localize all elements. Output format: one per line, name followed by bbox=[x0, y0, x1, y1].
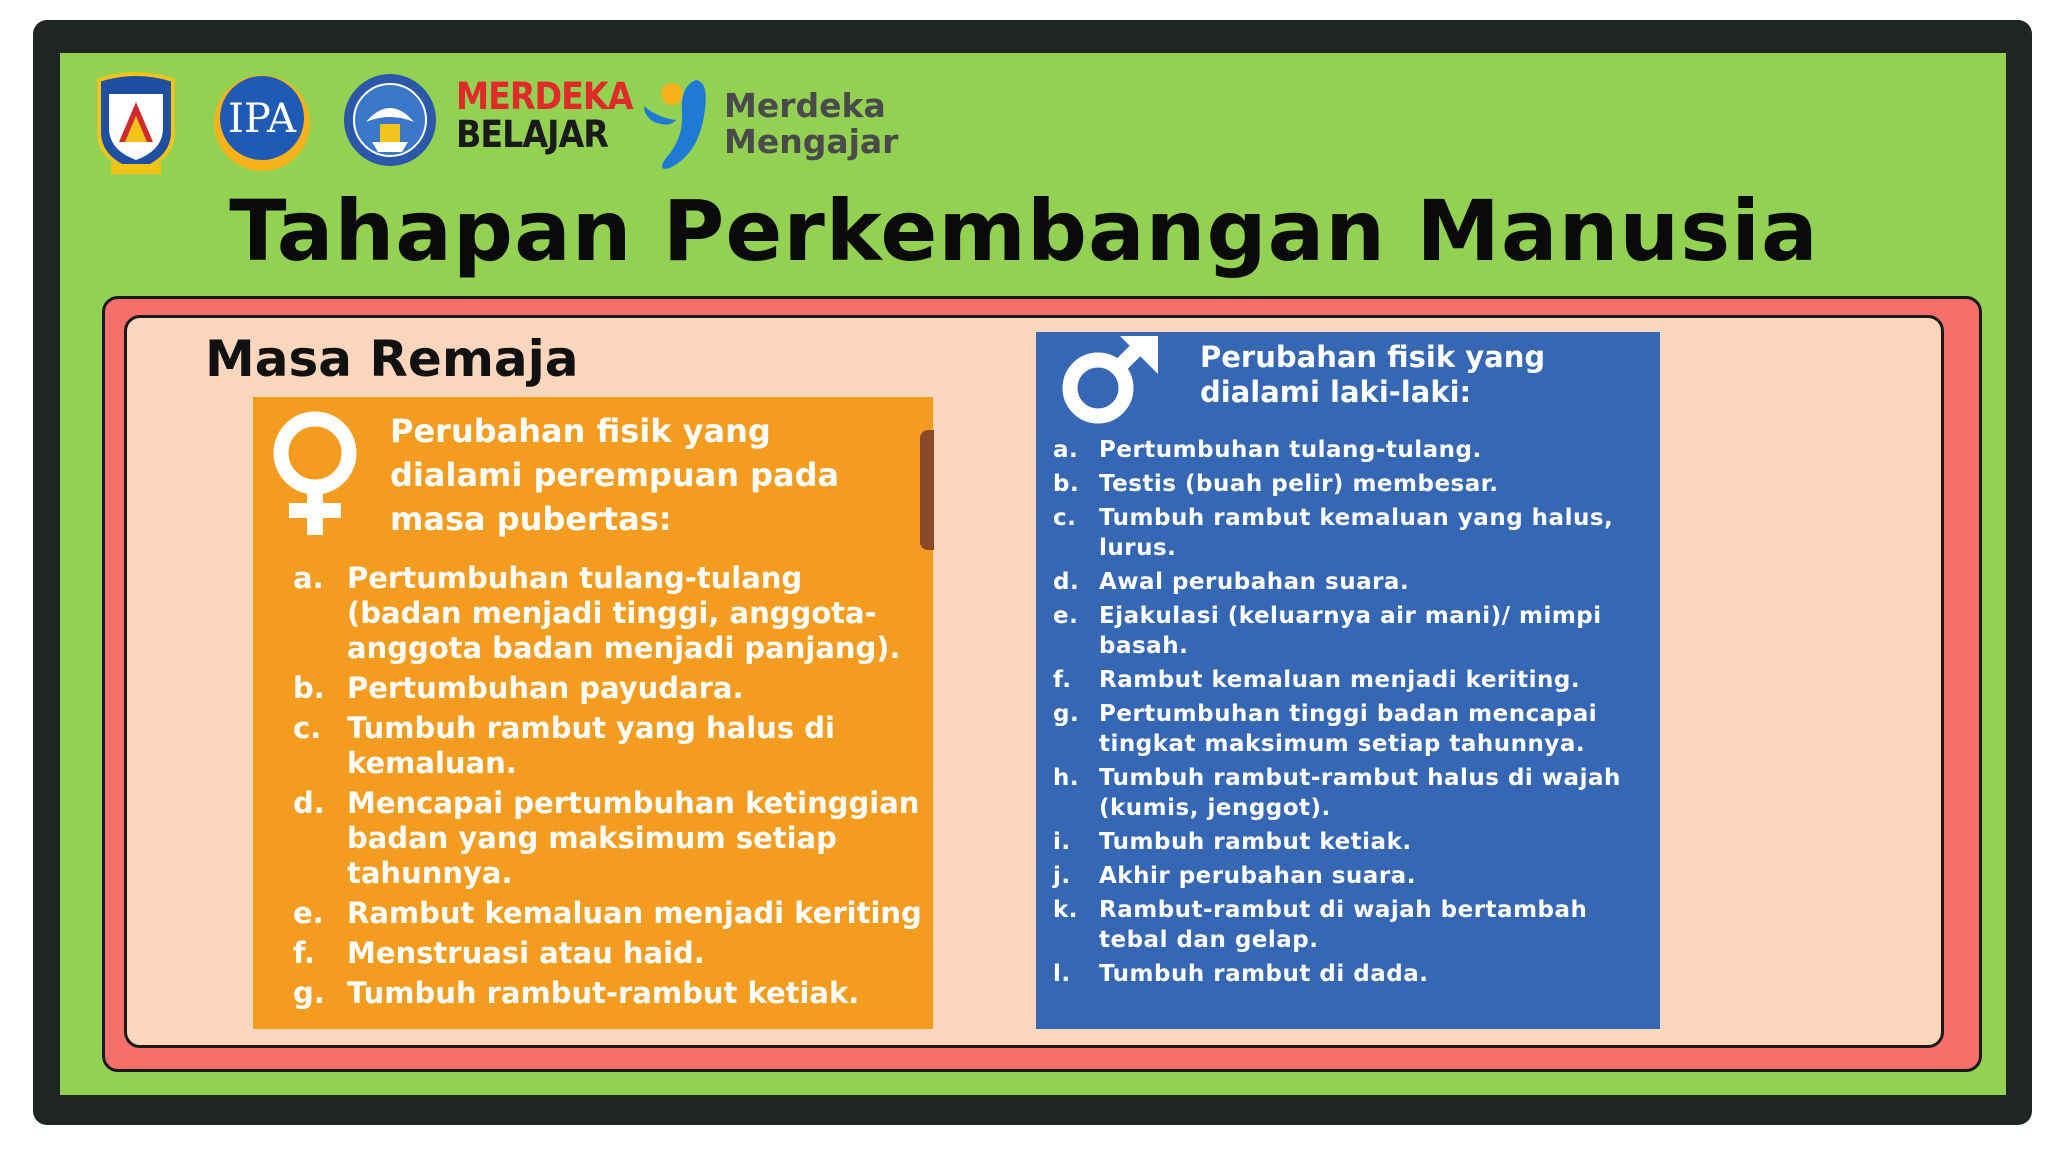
list-item-text: Mencapai pertumbuhan ketinggian badan yang maksimum setiap tahunnya. bbox=[347, 786, 920, 890]
merdeka-mengajar-icon bbox=[640, 76, 712, 172]
list-item bbox=[1053, 895, 1653, 955]
merdeka-mengajar-logo bbox=[724, 88, 898, 160]
list-item bbox=[1053, 861, 1653, 891]
list-item-text: Pertumbuhan tulang-tulang. bbox=[1099, 437, 1482, 463]
list-item-text: Tumbuh rambut yang halus di kemaluan. bbox=[347, 711, 835, 780]
list-item-letter: j. bbox=[1053, 863, 1071, 889]
list-item bbox=[1053, 665, 1653, 695]
list-item-text: Tumbuh rambut ketiak. bbox=[1099, 829, 1412, 855]
list-item-text: Akhir perubahan suara. bbox=[1099, 863, 1416, 889]
tut-wuri-handayani-logo bbox=[342, 72, 438, 168]
list-item bbox=[1053, 827, 1653, 857]
list-item bbox=[293, 936, 923, 971]
female-card-heading: Perubahan fisik yang dialami perempuan pada masa pubertas: bbox=[390, 412, 840, 538]
list-item-letter: l. bbox=[1053, 961, 1071, 987]
list-item-letter: c. bbox=[1053, 505, 1077, 531]
list-item-text: Menstruasi atau haid. bbox=[347, 936, 705, 970]
male-symbol-icon bbox=[1054, 332, 1164, 432]
list-item bbox=[293, 671, 923, 706]
list-item bbox=[1053, 435, 1653, 465]
slide-title: Tahapan Perkembangan Manusia bbox=[229, 182, 1819, 280]
list-item bbox=[1053, 959, 1653, 989]
list-item-letter: c. bbox=[293, 711, 322, 745]
list-item-text: Rambut-rambut di wajah bertambah tebal dan gelap. bbox=[1099, 897, 1588, 953]
list-item-letter: i. bbox=[1053, 829, 1071, 855]
male-changes-list bbox=[1053, 435, 1653, 993]
list-item bbox=[1053, 567, 1653, 597]
list-item-text: Tumbuh rambut-rambut halus di wajah (kumis, jenggot). bbox=[1099, 765, 1621, 821]
list-item-letter: h. bbox=[1053, 765, 1080, 791]
list-item-text: Awal perubahan suara. bbox=[1099, 569, 1410, 595]
list-item-text: Pertumbuhan tulang-tulang (badan menjadi tinggi, anggota-anggota badan menjadi panjang). bbox=[347, 561, 901, 665]
list-item-letter: a. bbox=[1053, 437, 1079, 463]
list-item-text: Pertumbuhan payudara. bbox=[347, 671, 744, 705]
list-item bbox=[293, 711, 923, 781]
merdeka-mengajar-line2: Mengajar bbox=[724, 122, 899, 161]
list-item-text: Testis (buah pelir) membesar. bbox=[1099, 471, 1499, 497]
list-item-letter: g. bbox=[1053, 701, 1080, 727]
list-item-letter: d. bbox=[1053, 569, 1080, 595]
merdeka-belajar-line1: MERDEKA bbox=[456, 75, 633, 118]
list-item-letter: e. bbox=[1053, 603, 1079, 629]
list-item bbox=[1053, 699, 1653, 759]
list-item-letter: a. bbox=[293, 561, 324, 595]
male-card-heading: Perubahan fisik yang dialami laki-laki: bbox=[1200, 340, 1546, 409]
list-item-text: Tumbuh rambut kemaluan yang halus, lurus. bbox=[1099, 505, 1614, 561]
list-item bbox=[1053, 469, 1653, 499]
list-item bbox=[1053, 503, 1653, 563]
list-item-letter: d. bbox=[293, 786, 325, 820]
school-crest-logo bbox=[93, 72, 179, 178]
female-symbol-icon bbox=[265, 409, 365, 543]
list-item bbox=[293, 561, 923, 666]
list-item-text: Tumbuh rambut di dada. bbox=[1099, 961, 1429, 987]
male-changes-card bbox=[1036, 332, 1660, 1029]
list-item-text: Rambut kemaluan menjadi keriting. bbox=[1099, 667, 1581, 693]
list-item-text: Tumbuh rambut-rambut ketiak. bbox=[347, 976, 860, 1010]
list-item bbox=[293, 896, 923, 931]
list-item-letter: e. bbox=[293, 896, 324, 930]
list-item-letter: k. bbox=[1053, 897, 1079, 923]
merdeka-belajar-line2: BELAJAR bbox=[456, 113, 608, 156]
hand-illustration bbox=[920, 430, 934, 550]
list-item-text: Rambut kemaluan menjadi keriting bbox=[347, 896, 922, 930]
female-changes-list bbox=[293, 561, 923, 1016]
list-item-letter: b. bbox=[1053, 471, 1080, 497]
merdeka-mengajar-line1: Merdeka bbox=[724, 86, 886, 125]
female-changes-card bbox=[253, 397, 933, 1029]
list-item bbox=[293, 786, 923, 891]
ipa-logo bbox=[210, 72, 314, 174]
section-subtitle: Masa Remaja bbox=[205, 330, 579, 388]
list-item-letter: f. bbox=[1053, 667, 1072, 693]
list-item-letter: b. bbox=[293, 671, 325, 705]
list-item-text: Ejakulasi (keluarnya air mani)/ mimpi basah. bbox=[1099, 603, 1602, 659]
list-item bbox=[293, 976, 923, 1011]
list-item-text: Pertumbuhan tinggi badan mencapai tingkat maksimum setiap tahunnya. bbox=[1099, 701, 1598, 757]
list-item-letter: f. bbox=[293, 936, 316, 970]
merdeka-belajar-logo bbox=[456, 75, 633, 156]
ipa-logo-text: IPA bbox=[228, 96, 296, 142]
list-item bbox=[1053, 601, 1653, 661]
list-item bbox=[1053, 763, 1653, 823]
list-item-letter: g. bbox=[293, 976, 325, 1010]
